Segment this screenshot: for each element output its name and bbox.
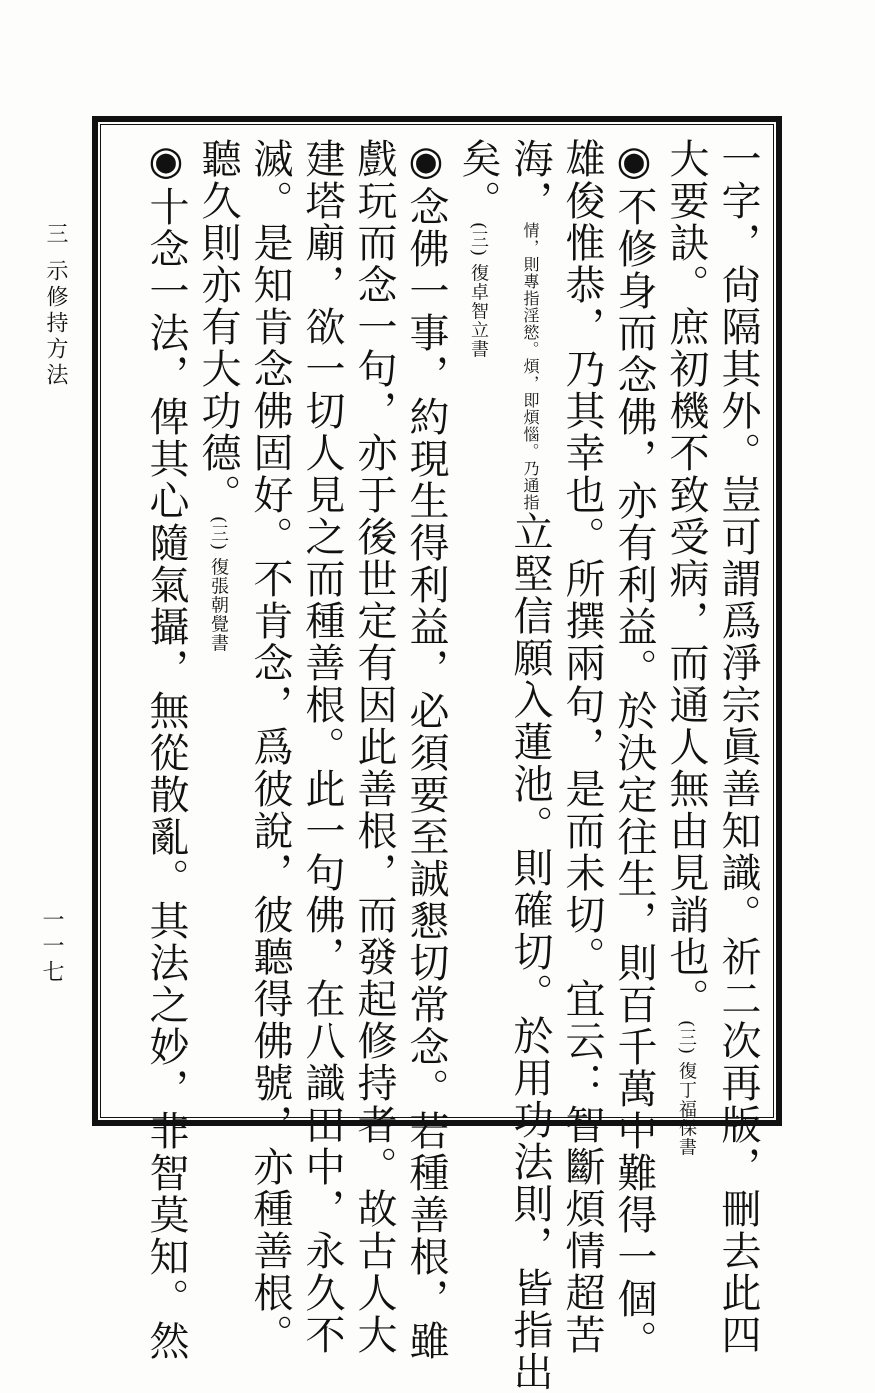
text-column-12: ◉十念一法，俾其心隨氣攝，無從散亂。其法之妙，非智莫知。然	[143, 138, 189, 1362]
source-note: (三) 復丁福保書	[676, 1020, 697, 1157]
running-head: 三 示修持方法	[43, 222, 68, 389]
text-column-4: 雄俊惟恭，乃其幸也。所撰兩句，是而未切。宜云：智斷煩情超苦	[559, 138, 605, 1356]
text-column-6	[452, 138, 504, 359]
text-column-3: ◉不修身而念佛，亦有利益。於決定往生，則百千萬中難得一個。	[611, 138, 657, 1362]
column-text: 矣。	[455, 138, 501, 222]
text-column-2	[660, 138, 712, 1157]
text-column-9: 建塔廟，欲一切人見之而種善根。此一句佛，在八識田中，永久不	[299, 138, 345, 1356]
page-number: 一一七	[39, 908, 64, 986]
column-text: 聽久則亦有大功德。	[195, 138, 241, 516]
text-column-7: ◉念佛一事，約現生得利益，必須要至誠懇切常念。若種善根，雖	[403, 138, 449, 1362]
column-text: 海，	[507, 138, 553, 222]
interlinear-note	[520, 222, 540, 511]
text-column-11	[192, 138, 244, 653]
note-line-right: 煩，即煩惱。乃通指	[521, 358, 540, 511]
text-column-10: 滅。是知肯念佛固好。不肯念，爲彼說，彼聽得佛號，亦種善根。	[247, 138, 293, 1356]
text-column-1: 一字，尙隔其外。豈可謂爲淨宗眞善知識。祈二次再版，刪去此四	[715, 138, 761, 1356]
column-text: 大要訣。庶初機不致受病，而通人無由見誚也。	[663, 138, 709, 1020]
text-column-5	[504, 138, 556, 1393]
text-column-8: 戲玩而念一句，亦于後世定有因此善根，而發起修持者。故古人大	[351, 138, 397, 1356]
column-text: 立堅信願入蓮池。則確切。於用功法則，皆指出	[507, 511, 553, 1393]
note-line-left: 情，則專指淫慾。	[521, 222, 540, 358]
source-note: (三) 復張朝覺書	[208, 516, 229, 653]
source-note: (三) 復卓智立書	[468, 222, 489, 359]
